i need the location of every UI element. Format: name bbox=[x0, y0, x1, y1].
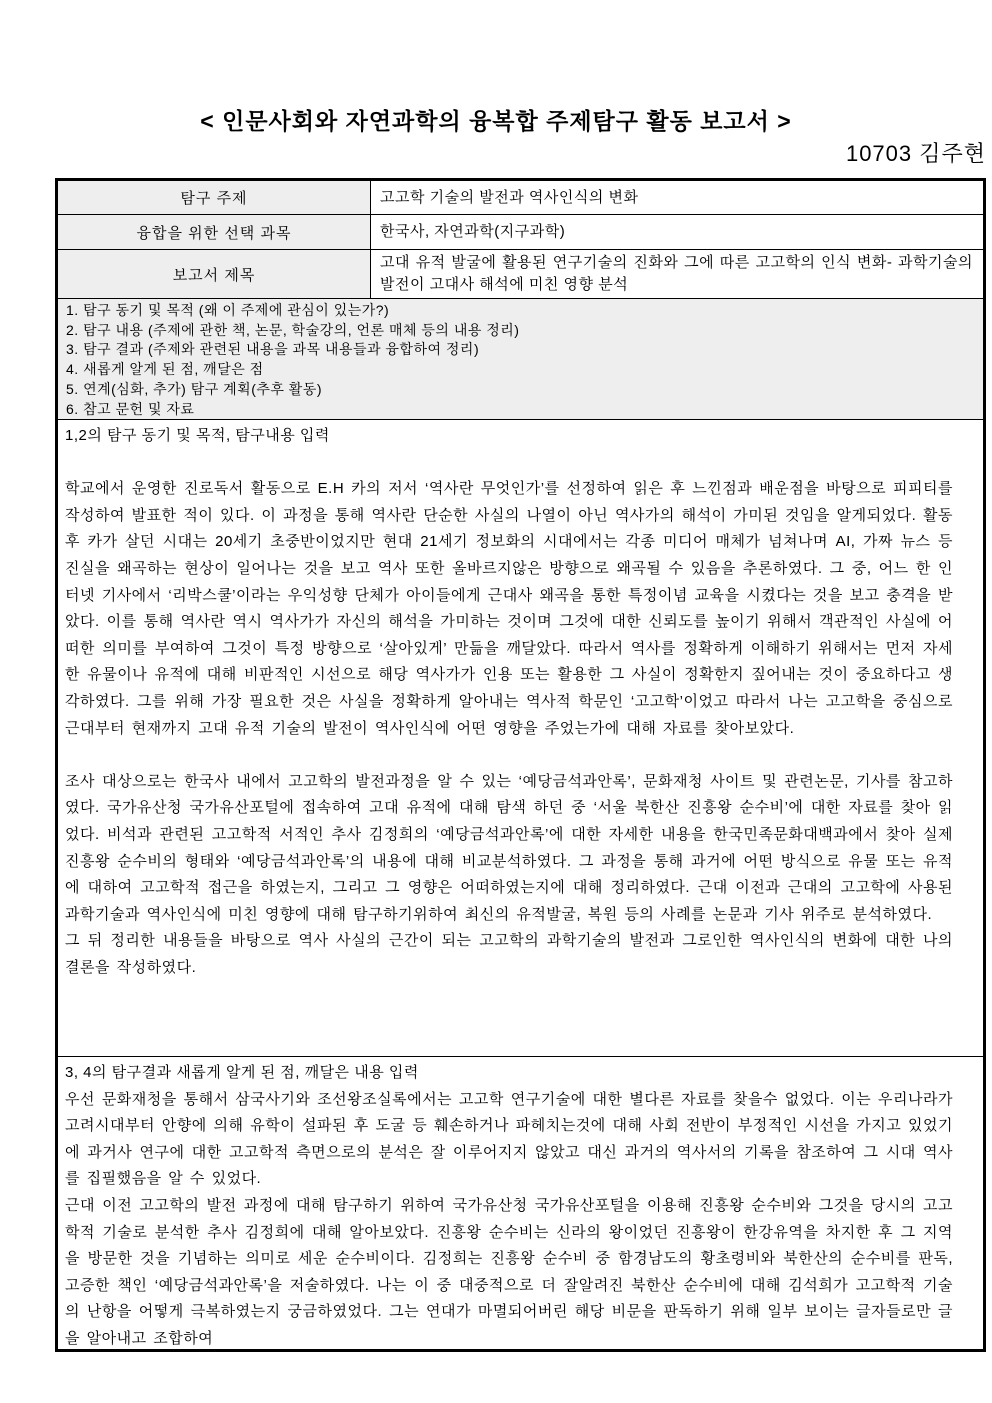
report-table bbox=[55, 178, 986, 1352]
section1-heading: 1,2의 탐구 동기 및 목적, 탐구내용 입력 bbox=[65, 427, 330, 444]
section1-paragraph-3: 그 뒤 정리한 내용들을 바탕으로 역사 사실의 근간이 되는 고고학의 과학기술의 발전과 그로인한 역사인식의 변화에 대한 나의 결론을 작성하였다. bbox=[65, 932, 953, 976]
section2-heading: 3, 4의 탐구결과 새롭게 알게 된 점, 깨달은 내용 입력 bbox=[65, 1064, 419, 1081]
page-title: < 인문사회와 자연과학의 융복합 주제탐구 활동 보고서 > bbox=[200, 108, 792, 134]
guide-item-2: 2. 탐구 내용 (주제에 관한 책, 논문, 학술강의, 언론 매체 등의 내용 정리) bbox=[66, 321, 520, 338]
meta-row-subjects bbox=[58, 214, 983, 249]
meta-value-subjects-text: 한국사, 자연과학(지구과학) bbox=[380, 223, 566, 240]
meta-value-report-title bbox=[371, 250, 983, 298]
guide-item-5: 5. 연계(심화, 추가) 탐구 계획(추후 활동) bbox=[66, 380, 322, 397]
meta-row-report-title bbox=[58, 249, 983, 298]
meta-value-topic bbox=[371, 181, 983, 214]
section-results-findings bbox=[58, 1056, 983, 1349]
meta-value-topic-text: 고고학 기술의 발전과 역사인식의 변화 bbox=[380, 188, 639, 206]
section2-paragraph-1: 우선 문화재청을 통해서 삼국사기와 조선왕조실록에서는 고고학 연구기술에 대한 별다른 자료를 찾을수 없었다. 이는 우리나라가 고려시대부터 안향에 의해 유학이 설파된 후 도굴 등 훼손하거나 파헤치는것에 대해 사회 전반이 부정적인 시선을 가지고 있었기에 과거사 연구에 대한 고고학적 측면으로의 분석은 잘 이루어지지 않았고 대신 과거의 역사서의 기록을 참조하여 그 시대 역사를 집필했음을 알 수 있었다. bbox=[65, 1090, 953, 1188]
guide-item-4: 4. 새롭게 알게 된 점, 깨달은 점 bbox=[66, 361, 264, 378]
student-id-name: 10703 김주현 bbox=[845, 141, 986, 166]
meta-label-topic: 탐구 주제 bbox=[58, 181, 371, 214]
meta-row-topic bbox=[58, 181, 983, 214]
section-motivation-content bbox=[58, 419, 983, 1056]
section1-paragraph-2: 조사 대상으로는 한국사 내에서 고고학의 발전과정을 알 수 있는 ‘예당금석과안록’, 문화재청 사이트 및 관련논문, 기사를 참고하였다. 국가유산청 국가유산포털에 접속하여 고대 유적에 대해 탐색 하던 중 ‘서울 북한산 진흥왕 순수비’에 대한 자료를 찾아 읽었다. 비석과 관련된 고고학적 서적인 추사 김정희의 ‘예당금석과안록’에 대한 자세한 내용을 한국민족문화대백과에서 찾아 실제 진흥왕 순수비의 형태와 ‘예당금석과안록’의 내용에 대해 비교분석하였다. 그 과정을 통해 과거에 어떤 방식으로 유물 또는 유적에 대하여 고고학적 접근을 하였는지, 그리고 그 영향은 어떠하였는지에 대해 정리하였다. 근대 이전과 근대의 고고학에 사용된 과학기술과 역사인식에 미친 영향에 대해 탐구하기위하여 최신의 유적발굴, 복원 등의 사례를 논문과 기사 위주로 분석하였다. bbox=[65, 772, 953, 923]
guide-item-3: 3. 탐구 결과 (주제와 관련된 내용을 과목 내용들과 융합하여 정리) bbox=[66, 341, 480, 358]
section2-paragraph-2: 근대 이전 고고학의 발전 과정에 대해 탐구하기 위하여 국가유산청 국가유산포털을 이용해 진흥왕 순수비와 그것을 당시의 고고학적 기술로 분석한 추사 김정희에 대해 알아보았다. 진흥왕 순수비는 신라의 왕이었던 진흥왕이 한강유역을 차지한 후 그 지역을 방문한 것을 기념하는 의미로 세운 순수비이다. 김정희는 진흥왕 순수비 중 함경남도의 황초령비와 북한산의 순수비를 판독,고증한 책인 ‘예당금석과안록’을 저술하였다. 나는 이 중 대중적으로 더 잘알려진 북한산 순수비에 대해 김석희가 고고학적 기술의 난항을 어떻게 극복하였는지 궁금하였었다. 그는 연대가 마멸되어버린 해당 비문을 판독하기 위해 일부 보이는 글자들로만 글을 알아내고 조합하여 bbox=[65, 1196, 953, 1347]
meta-label-report-title: 보고서 제목 bbox=[58, 250, 371, 298]
guide-item-6: 6. 참고 문헌 및 자료 bbox=[66, 400, 195, 417]
meta-label-subjects: 융합을 위한 선택 과목 bbox=[58, 215, 371, 249]
guide-item-1: 1. 탐구 동기 및 목적 (왜 이 주제에 관심이 있는가?) bbox=[66, 302, 390, 318]
guide-list bbox=[58, 298, 983, 419]
meta-value-subjects bbox=[371, 215, 983, 249]
meta-value-report-title-text: 고대 유적 발굴에 활용된 연구기술의 진화와 그에 따른 고고학의 인식 변화- 과학기술의 발전이 고대사 해석에 미친 영향 분석 bbox=[380, 254, 973, 293]
section1-paragraph-1: 학교에서 운영한 진로독서 활동으로 E.H 카의 저서 ‘역사란 무엇인가’를 선정하여 읽은 후 느낀점과 배운점을 바탕으로 피피티를 작성하여 발표한 적이 있다. 이 과정을 통해 역사란 단순한 사실의 나열이 아닌 역사가의 해석이 가미된 것임을 알게되었다. 활동 후 카가 살던 시대는 20세기 초중반이었지만 현대 21세기 정보화의 시대에서는 각종 미디어 매체가 넘쳐나며 AI, 가짜 뉴스 등 진실을 왜곡하는 현상이 일어나는 것을 보고 역사 또한 올바르지않은 방향으로 왜곡될 수 있음을 추론하였다. 그 중, 어느 한 인터넷 기사에서 ‘리박스쿨’이라는 우익성향 단체가 아이들에게 근대사 왜곡을 통한 특정이념 교육을 시켰다는 것을 보고 충격을 받았다. 이를 통해 역사란 역시 역사가가 자신의 해석을 가미하는 것이며 그것에 대한 신뢰도를 높이기 위해서 객관적인 사실에 어떠한 의미를 부여하여 그것이 특정 방향으로 ‘살아있게’ 만듦을 깨달았다. 따라서 역사를 정확하게 이해하기 위해서는 먼저 자세한 유물이나 유적에 대해 비판적인 시선으로 해당 역사가가 인용 또는 활용한 그 사실이 정확한지 짚어내는 것이 중요하다고 생각하였다. 그를 위해 가장 필요한 것은 사실을 정확하게 알아내는 역사적 학문인 ‘고고학’이었고 따라서 나는 고고학을 중심으로 근대부터 현재까지 고대 유적 기술의 발전이 역사인식에 어떤 영향을 주었는가에 대해 자료를 찾아보았다. bbox=[65, 480, 953, 737]
